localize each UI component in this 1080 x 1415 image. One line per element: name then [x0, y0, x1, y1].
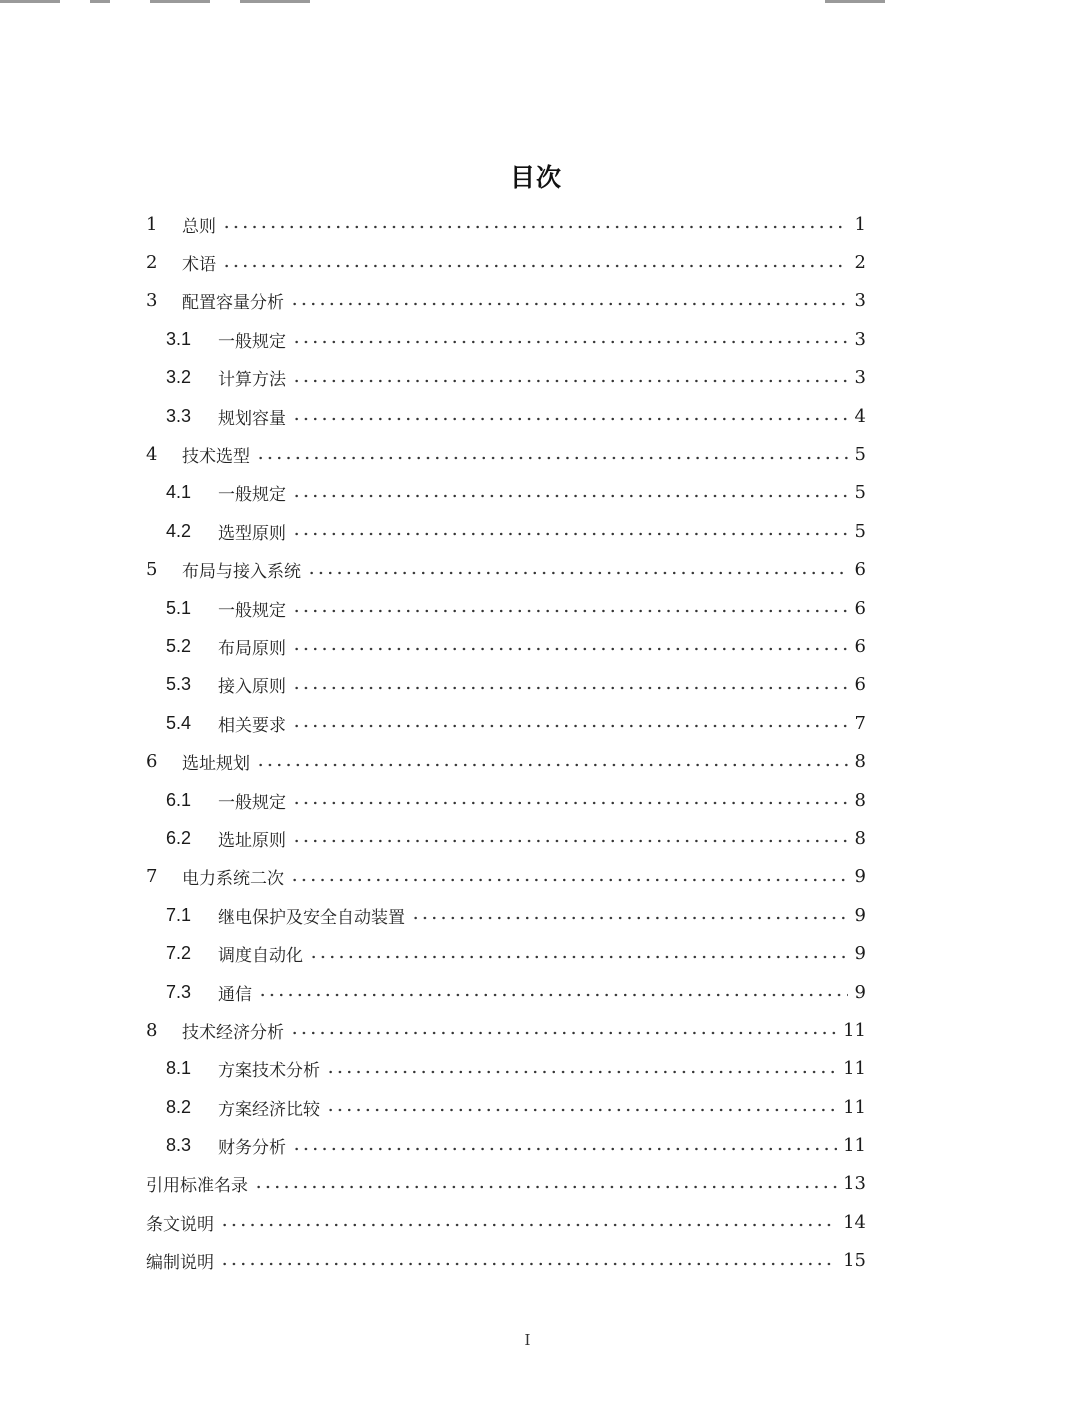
toc-entry-title: 调度自动化: [218, 946, 303, 967]
toc-entry[interactable]: [0, 359, 1080, 397]
dot-leader: [256, 763, 848, 767]
toc-entry-page: 11: [843, 1135, 866, 1157]
cropped-header-remnant: [0, 0, 1080, 6]
toc-entry-page: 15: [843, 1250, 866, 1272]
toc-entry[interactable]: [0, 1242, 1080, 1280]
toc-entry[interactable]: [0, 742, 1080, 780]
toc-entry-page: 5: [854, 520, 866, 542]
toc-entry-number: 8: [146, 1019, 158, 1041]
toc-entry-title: 相关要求: [218, 715, 286, 736]
toc-entry-page: 11: [843, 1019, 866, 1041]
table-of-contents: [0, 205, 1080, 1280]
toc-entry-title: 通信: [218, 984, 252, 1005]
toc-entry-page: 13: [843, 1173, 866, 1195]
toc-entry[interactable]: [0, 973, 1080, 1011]
dot-leader: [292, 494, 848, 498]
toc-entry-number: 7.1: [166, 904, 192, 925]
dot-leader: [292, 1147, 837, 1151]
toc-entry-page: 6: [854, 559, 866, 581]
toc-entry[interactable]: [0, 1050, 1080, 1088]
toc-entry-page: 9: [854, 943, 866, 965]
dot-leader: [220, 1223, 837, 1227]
toc-entry-number: 5.3: [166, 674, 192, 695]
toc-entry-page: 1: [854, 213, 866, 235]
toc-entry-title: 配置容量分析: [182, 293, 284, 314]
toc-entry-title: 一般规定: [218, 485, 286, 506]
toc-entry-number: 3.2: [166, 367, 192, 388]
toc-entry-title: 技术经济分析: [182, 1022, 284, 1043]
toc-entry-title: 引用标准名录: [146, 1176, 248, 1197]
header-fragment: [90, 0, 110, 3]
toc-entry-number: 6.2: [166, 827, 192, 848]
toc-entry[interactable]: [0, 589, 1080, 627]
toc-entry-page: 9: [854, 904, 866, 926]
toc-entry-title: 布局与接入系统: [182, 562, 301, 583]
toc-entry-number: 5.2: [166, 635, 192, 656]
toc-entry-page: 2: [854, 252, 866, 274]
dot-leader: [326, 1070, 837, 1074]
toc-entry-page: 3: [854, 367, 866, 389]
dot-leader: [254, 1185, 837, 1189]
toc-entry-number: 3.1: [166, 328, 192, 349]
toc-entry-title: 方案经济比较: [218, 1099, 320, 1120]
toc-entry-page: 6: [854, 674, 866, 696]
toc-entry[interactable]: [0, 512, 1080, 550]
toc-entry-number: 3: [146, 290, 158, 312]
toc-entry-title: 选址规划: [182, 754, 250, 775]
toc-entry-page: 14: [843, 1211, 866, 1233]
toc-entry-number: 8.1: [166, 1058, 192, 1079]
toc-entry[interactable]: [0, 282, 1080, 320]
dot-leader: [309, 955, 848, 959]
toc-entry[interactable]: [0, 474, 1080, 512]
dot-leader: [292, 724, 848, 728]
header-fragment: [150, 0, 210, 3]
toc-entry[interactable]: [0, 1126, 1080, 1164]
toc-entry-number: 8.3: [166, 1135, 192, 1156]
toc-entry-page: 5: [854, 482, 866, 504]
dot-leader: [222, 225, 848, 229]
toc-entry-number: 5.1: [166, 597, 192, 618]
toc-entry-page: 8: [854, 751, 866, 773]
toc-entry-page: 4: [854, 405, 866, 427]
toc-entry-page: 8: [854, 789, 866, 811]
toc-entry-title: 条文说明: [146, 1214, 214, 1235]
dot-leader: [290, 302, 848, 306]
toc-entry[interactable]: [0, 205, 1080, 243]
dot-leader: [307, 571, 848, 575]
toc-entry-title: 总则: [182, 216, 216, 237]
toc-entry-page: 6: [854, 635, 866, 657]
toc-entry[interactable]: [0, 1165, 1080, 1203]
toc-entry[interactable]: [0, 858, 1080, 896]
toc-entry-title: 一般规定: [218, 331, 286, 352]
toc-entry-number: 5: [146, 559, 158, 581]
header-fragment: [0, 0, 60, 3]
toc-entry-number: 6: [146, 751, 158, 773]
toc-entry-number: 5.4: [166, 712, 192, 733]
toc-entry-number: 2: [146, 252, 158, 274]
dot-leader: [292, 686, 848, 690]
dot-leader: [292, 532, 848, 536]
toc-entry-title: 技术选型: [182, 447, 250, 468]
toc-entry-page: 11: [843, 1096, 866, 1118]
toc-entry-number: 8.2: [166, 1096, 192, 1117]
toc-entry[interactable]: [0, 1203, 1080, 1241]
dot-leader: [292, 379, 848, 383]
toc-entry-number: 4.1: [166, 482, 192, 503]
toc-entry[interactable]: [0, 397, 1080, 435]
dot-leader: [222, 264, 848, 268]
toc-entry-number: 3.3: [166, 405, 192, 426]
header-fragment: [825, 0, 885, 3]
toc-entry-title: 方案技术分析: [218, 1061, 320, 1082]
toc-entry-page: 7: [854, 712, 866, 734]
toc-entry-page: 9: [854, 981, 866, 1003]
toc-entry-page: 5: [854, 444, 866, 466]
toc-entry-title: 布局原则: [218, 638, 286, 659]
dot-leader: [258, 993, 848, 997]
dot-leader: [292, 417, 848, 421]
toc-entry[interactable]: [0, 320, 1080, 358]
toc-entry-page: 11: [843, 1058, 866, 1080]
toc-entry[interactable]: [0, 1011, 1080, 1049]
toc-entry-number: 4: [146, 444, 158, 466]
dot-leader: [256, 456, 848, 460]
toc-entry[interactable]: [0, 551, 1080, 589]
toc-entry[interactable]: [0, 243, 1080, 281]
toc-entry-page: 9: [854, 866, 866, 888]
toc-entry-page: 3: [854, 328, 866, 350]
toc-entry-page: 8: [854, 827, 866, 849]
toc-entry-title: 电力系统二次: [182, 869, 284, 890]
dot-leader: [220, 1262, 837, 1266]
toc-entry-title: 一般规定: [218, 600, 286, 621]
toc-entry[interactable]: [0, 819, 1080, 857]
toc-entry-number: 7.3: [166, 981, 192, 1002]
toc-entry-title: 接入原则: [218, 677, 286, 698]
toc-entry-page: 3: [854, 290, 866, 312]
dot-leader: [290, 1031, 837, 1035]
toc-entry-number: 4.2: [166, 520, 192, 541]
toc-entry[interactable]: [0, 781, 1080, 819]
toc-entry-title: 编制说明: [146, 1253, 214, 1274]
page-number-footer: I: [524, 1331, 531, 1349]
dot-leader: [292, 801, 848, 805]
toc-entry-title: 术语: [182, 255, 216, 276]
toc-entry[interactable]: [0, 896, 1080, 934]
toc-entry[interactable]: [0, 704, 1080, 742]
toc-entry-title: 规划容量: [218, 408, 286, 429]
toc-entry-title: 继电保护及安全自动装置: [218, 907, 405, 928]
toc-entry-number: 6.1: [166, 789, 192, 810]
dot-leader: [292, 647, 848, 651]
toc-entry[interactable]: [0, 934, 1080, 972]
toc-entry-number: 7: [146, 866, 158, 888]
dot-leader: [292, 340, 848, 344]
dot-leader: [292, 609, 848, 613]
toc-entry[interactable]: [0, 1088, 1080, 1126]
dot-leader: [326, 1108, 837, 1112]
dot-leader: [411, 916, 848, 920]
toc-entry-title: 选址原则: [218, 830, 286, 851]
toc-entry-page: 6: [854, 597, 866, 619]
dot-leader: [292, 839, 848, 843]
toc-entry[interactable]: [0, 435, 1080, 473]
toc-entry-number: 1: [146, 213, 158, 235]
toc-entry-title: 计算方法: [218, 370, 286, 391]
dot-leader: [290, 878, 848, 882]
header-fragment: [240, 0, 310, 3]
toc-entry-title: 一般规定: [218, 792, 286, 813]
page-title: 目次: [509, 163, 562, 192]
toc-entry[interactable]: [0, 627, 1080, 665]
toc-entry-number: 7.2: [166, 943, 192, 964]
toc-entry-title: 选型原则: [218, 523, 286, 544]
toc-entry[interactable]: [0, 666, 1080, 704]
toc-entry-title: 财务分析: [218, 1138, 286, 1159]
